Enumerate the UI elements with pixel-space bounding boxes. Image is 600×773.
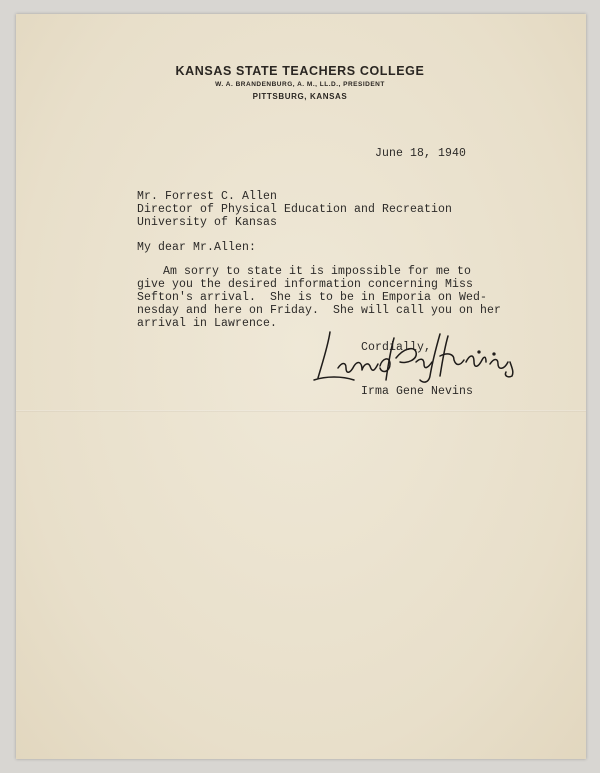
recipient-org: University of Kansas	[137, 216, 278, 229]
body-line: nesday and here on Friday. She will call you on her	[137, 304, 502, 317]
letterhead-city: PITTSBURG, KANSAS	[252, 92, 348, 101]
body-line: Sefton's arrival. She is to be in Emporia on Wed-	[137, 291, 488, 304]
closing: Cordially,	[361, 341, 432, 354]
body-line: arrival in Lawrence.	[137, 317, 278, 330]
recipient-name: Mr. Forrest C. Allen	[137, 190, 278, 203]
recipient-title: Director of Physical Education and Recreation	[137, 203, 453, 216]
salutation: My dear Mr.Allen:	[137, 241, 257, 254]
letter-date: June 18, 1940	[375, 147, 467, 160]
typed-name: Irma Gene Nevins	[361, 385, 474, 398]
paper-fold	[16, 410, 586, 412]
body-line: give you the desired information concerning Miss	[137, 278, 474, 291]
letterhead-president: W. A. BRANDENBURG, A. M., LL.D., PRESIDENT	[215, 81, 385, 88]
body-line: Am sorry to state it is impossible for me to	[163, 265, 472, 278]
letterhead-college: KANSAS STATE TEACHERS COLLEGE	[175, 64, 425, 78]
